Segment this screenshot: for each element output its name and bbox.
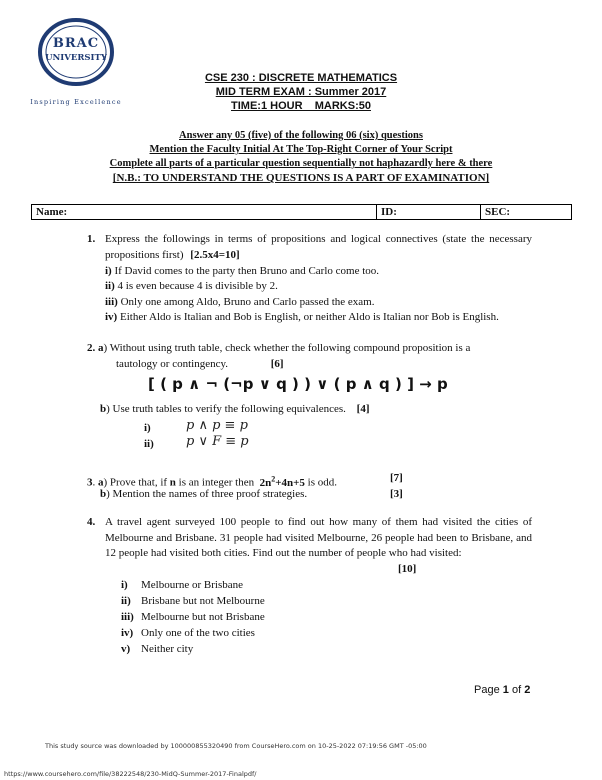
name-field[interactable]: Name: — [32, 205, 377, 220]
q3-a-marks: [7] — [390, 472, 403, 484]
q3-a-text-post: is odd. — [307, 476, 337, 489]
q2-a-marks: [6] — [270, 358, 284, 370]
q3-a-label: a — [98, 476, 104, 489]
id-field[interactable]: ID: — [377, 205, 481, 220]
source-url[interactable]: https://www.coursehero.com/file/38222548/230-MidQ-Summer-2017-Finalpdf/ — [4, 770, 257, 778]
page-word: Page — [474, 684, 500, 696]
q1-item-4 — [105, 310, 499, 326]
page-current: 1 — [502, 684, 509, 696]
q2-formula: [ ( p ∧ ¬ (¬p ∨ q ) ) ∨ ( p ∧ q ) ] → p — [148, 375, 448, 393]
q3-num: 3 — [87, 476, 93, 489]
q4-item-3 — [121, 610, 265, 626]
q2-b-item-2-label — [144, 437, 154, 453]
exam-title: MID TERM EXAM : Summer 2017 — [215, 86, 387, 98]
page-number — [474, 684, 530, 696]
q1-item-text: If David comes to the party then Bruno and Carlo come too. — [114, 265, 380, 277]
q4-item-label: iii) — [121, 611, 134, 623]
q3-b-label: b — [100, 488, 107, 500]
q4-item-text: Melbourne but not Brisbane — [141, 611, 265, 623]
q3-b-text: ) Mention the names of three proof strategies. — [106, 488, 308, 500]
q4-item-label: ii) — [121, 595, 131, 607]
q2-b-item-1-expr: p ∧ p ≡ p — [186, 418, 248, 433]
q4-number — [87, 515, 95, 531]
q2-a — [87, 341, 470, 357]
q2-num: 2. — [87, 342, 96, 354]
logo-line1: BRAC — [52, 36, 100, 51]
q4-item-2 — [121, 594, 265, 610]
q3-b-marks: [3] — [390, 488, 403, 500]
q1-item-text: Only one among Aldo, Bruno and Carlo passed the exam. — [120, 296, 375, 308]
logo-line2: UNIVERSITY — [45, 53, 107, 63]
q4-item-5 — [121, 642, 193, 658]
q4-item-text: Only one of the two cities — [141, 627, 255, 639]
page-total: 2 — [524, 684, 531, 696]
student-info-table — [31, 204, 572, 220]
q4-item-text: Brisbane but not Melbourne — [141, 595, 265, 607]
q3-b-marks-box — [390, 487, 403, 503]
q3-a-expr-sup: 2 — [271, 474, 276, 483]
q2-b-item-label: i) — [144, 422, 151, 434]
q3-a-marks-box — [390, 471, 403, 487]
q4-text: A travel agent surveyed 100 people to find out how many of them had visited the cities of Melbourne and Brisbane. 31 people had visited Melbourne, 26 people had been to Brisbane, and 12 people had visited both cities. Find out the number of people who had visited: — [105, 516, 532, 559]
q4-num: 4. — [87, 516, 96, 528]
q2-b — [100, 402, 370, 418]
q1-item-label: iii) — [105, 296, 118, 308]
q1-item-label: ii) — [105, 280, 115, 292]
q2-a-label: a — [98, 342, 104, 354]
q4-item-label: v) — [121, 643, 131, 655]
q2-b-marks: [4] — [356, 403, 370, 415]
q3-a-text-pre: ) Prove that, if — [103, 476, 168, 489]
q1-item-text: 4 is even because 4 is divisible by 2. — [117, 280, 278, 292]
q1-number — [87, 232, 95, 248]
page-of: of — [511, 684, 522, 696]
logo-tagline: Inspiring Excellence — [30, 98, 122, 106]
q1-item-label: iv) — [105, 311, 118, 323]
q2-b-item-label: ii) — [144, 438, 154, 450]
q4-item-1 — [121, 578, 243, 594]
q4-item-text: Melbourne or Brisbane — [141, 579, 244, 591]
time-marks: TIME:1 HOUR MARKS:50 — [231, 100, 371, 112]
q4-item-label: i) — [121, 579, 128, 591]
q4-item-4 — [121, 626, 255, 642]
instruction-line-2: Mention the Faculty Initial At The Top-Right Corner of Your Script — [149, 144, 453, 155]
instruction-line-4: [N.B.: TO UNDERSTAND THE QUESTIONS IS A PART OF EXAMINATION] — [112, 172, 490, 184]
q3-a-n: n — [169, 476, 176, 489]
q1-stem: Express the followings in terms of propositions and logical connectives (state the necessary propositions first) — [105, 233, 532, 261]
q2-a-line2 — [116, 357, 284, 373]
q1-item-2 — [105, 279, 278, 295]
q3-b — [100, 487, 307, 503]
q4-item-text: Neither city — [141, 643, 194, 655]
q1-item-3 — [105, 295, 374, 311]
q3-a-expr: 2n — [259, 476, 272, 489]
q1-marks: [2.5x4=10] — [190, 248, 240, 261]
q2-b-label: b — [100, 403, 107, 415]
q2-b-item-1-label — [144, 421, 151, 437]
q1-text — [105, 232, 532, 263]
sec-field[interactable]: SEC: — [481, 205, 572, 220]
q4-marks-box — [398, 562, 416, 578]
q3-a-text-mid: is an integer then — [178, 476, 255, 489]
q3-a: 3. a) Prove that, if n is an integer then $2n^2+4n+5$ is odd. — [87, 474, 337, 489]
q1-item-text: Either Aldo is Italian and Bob is English, or neither Aldo is Italian nor Bob is English. — [119, 311, 499, 323]
instruction-line-3: Complete all parts of a particular question sequentially not haphazardly here & there — [109, 158, 493, 169]
q1-item-1 — [105, 264, 379, 280]
q3-a-expr-post: +4n+5 — [275, 476, 305, 489]
q1-num: 1. — [87, 233, 96, 245]
course-title: CSE 230 : DISCRETE MATHEMATICS — [204, 72, 398, 84]
q4-marks: [10] — [398, 563, 417, 575]
instruction-line-1: Answer any 05 (five) of the following 06 (six) questions — [179, 130, 423, 141]
source-notice: This study source was downloaded by 100000855320490 from CourseHero.com on 10-25-2022 07:19:56 GMT -05:00 — [45, 742, 427, 750]
q2-b-text: ) Use truth tables to verify the following equivalences. — [106, 403, 346, 415]
q1-item-label: i) — [105, 265, 112, 277]
q4-item-label: iv) — [121, 627, 134, 639]
q2-b-item-2-expr: p ∨ F ≡ p — [186, 434, 249, 449]
q2-a-text: ) Without using truth table, check whether the following compound proposition is a — [103, 342, 471, 354]
q2-a-text2: tautology or contingency. — [116, 358, 229, 370]
